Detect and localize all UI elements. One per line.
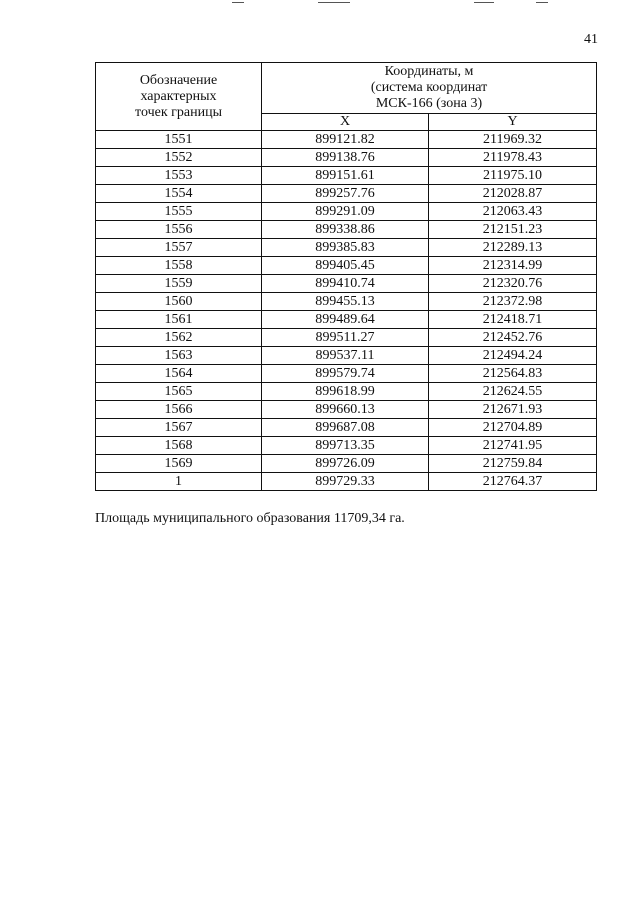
cell-point: 1560 [96,293,262,311]
cell-y: 212704.89 [429,419,597,437]
cell-y: 212320.76 [429,275,597,293]
header-y: Y [429,114,597,131]
cell-y: 212452.76 [429,329,597,347]
cell-point: 1554 [96,185,262,203]
table-row [96,419,597,437]
cell-x: 899151.61 [262,167,429,185]
cell-point: 1562 [96,329,262,347]
cell-point: 1557 [96,239,262,257]
table-row [96,401,597,419]
table-row [96,311,597,329]
table-row [96,149,597,167]
table-row [96,293,597,311]
cell-x: 899537.11 [262,347,429,365]
cell-y: 212764.37 [429,473,597,491]
table-row [96,437,597,455]
cell-x: 899511.27 [262,329,429,347]
cell-x: 899138.76 [262,149,429,167]
cell-y: 212063.43 [429,203,597,221]
table-row [96,257,597,275]
table-row [96,455,597,473]
cell-x: 899405.45 [262,257,429,275]
cell-point: 1 [96,473,262,491]
cell-point: 1558 [96,257,262,275]
cell-x: 899121.82 [262,131,429,149]
cell-x: 899455.13 [262,293,429,311]
cell-x: 899726.09 [262,455,429,473]
cell-point: 1566 [96,401,262,419]
table-row [96,275,597,293]
page-number: 41 [584,32,598,47]
cell-point: 1555 [96,203,262,221]
table-row [96,347,597,365]
cell-point: 1551 [96,131,262,149]
cell-point: 1565 [96,383,262,401]
cell-x: 899618.99 [262,383,429,401]
cell-x: 899257.76 [262,185,429,203]
cell-x: 899291.09 [262,203,429,221]
cell-y: 212289.13 [429,239,597,257]
cell-point: 1567 [96,419,262,437]
cell-point: 1556 [96,221,262,239]
cell-point: 1563 [96,347,262,365]
header-coordinates: Координаты, м (система координат МСК-166 (зона 3) [262,63,597,114]
cell-x: 899579.74 [262,365,429,383]
cell-point: 1569 [96,455,262,473]
cell-x: 899410.74 [262,275,429,293]
header-x: X [262,114,429,131]
area-statement: Площадь муниципального образования 11709,34 га. [95,511,405,526]
table-row [96,239,597,257]
cell-x: 899660.13 [262,401,429,419]
table-row [96,131,597,149]
cell-x: 899489.64 [262,311,429,329]
cell-y: 212741.95 [429,437,597,455]
cell-y: 212314.99 [429,257,597,275]
table-row [96,365,597,383]
cell-point: 1561 [96,311,262,329]
cell-y: 212418.71 [429,311,597,329]
table-row [96,473,597,491]
cell-y: 212151.23 [429,221,597,239]
cell-y: 211975.10 [429,167,597,185]
cell-point: 1559 [96,275,262,293]
table-row [96,383,597,401]
cell-y: 212372.98 [429,293,597,311]
cell-x: 899687.08 [262,419,429,437]
cell-x: 899713.35 [262,437,429,455]
table-body [96,131,597,491]
cell-y: 212759.84 [429,455,597,473]
cell-y: 212624.55 [429,383,597,401]
cell-point: 1564 [96,365,262,383]
table-row [96,329,597,347]
cell-x: 899338.86 [262,221,429,239]
table-row [96,185,597,203]
cell-y: 212564.83 [429,365,597,383]
cell-x: 899729.33 [262,473,429,491]
cell-y: 212671.93 [429,401,597,419]
table-row [96,167,597,185]
coordinates-table [95,62,597,491]
table-row [96,221,597,239]
cell-point: 1568 [96,437,262,455]
cell-point: 1553 [96,167,262,185]
cell-y: 212494.24 [429,347,597,365]
cell-y: 211969.32 [429,131,597,149]
cell-y: 212028.87 [429,185,597,203]
scan-edge-marks [0,0,640,6]
header-point-designation: Обозначение характерных точек границы [96,63,262,131]
table-row [96,203,597,221]
cell-y: 211978.43 [429,149,597,167]
cell-x: 899385.83 [262,239,429,257]
cell-point: 1552 [96,149,262,167]
